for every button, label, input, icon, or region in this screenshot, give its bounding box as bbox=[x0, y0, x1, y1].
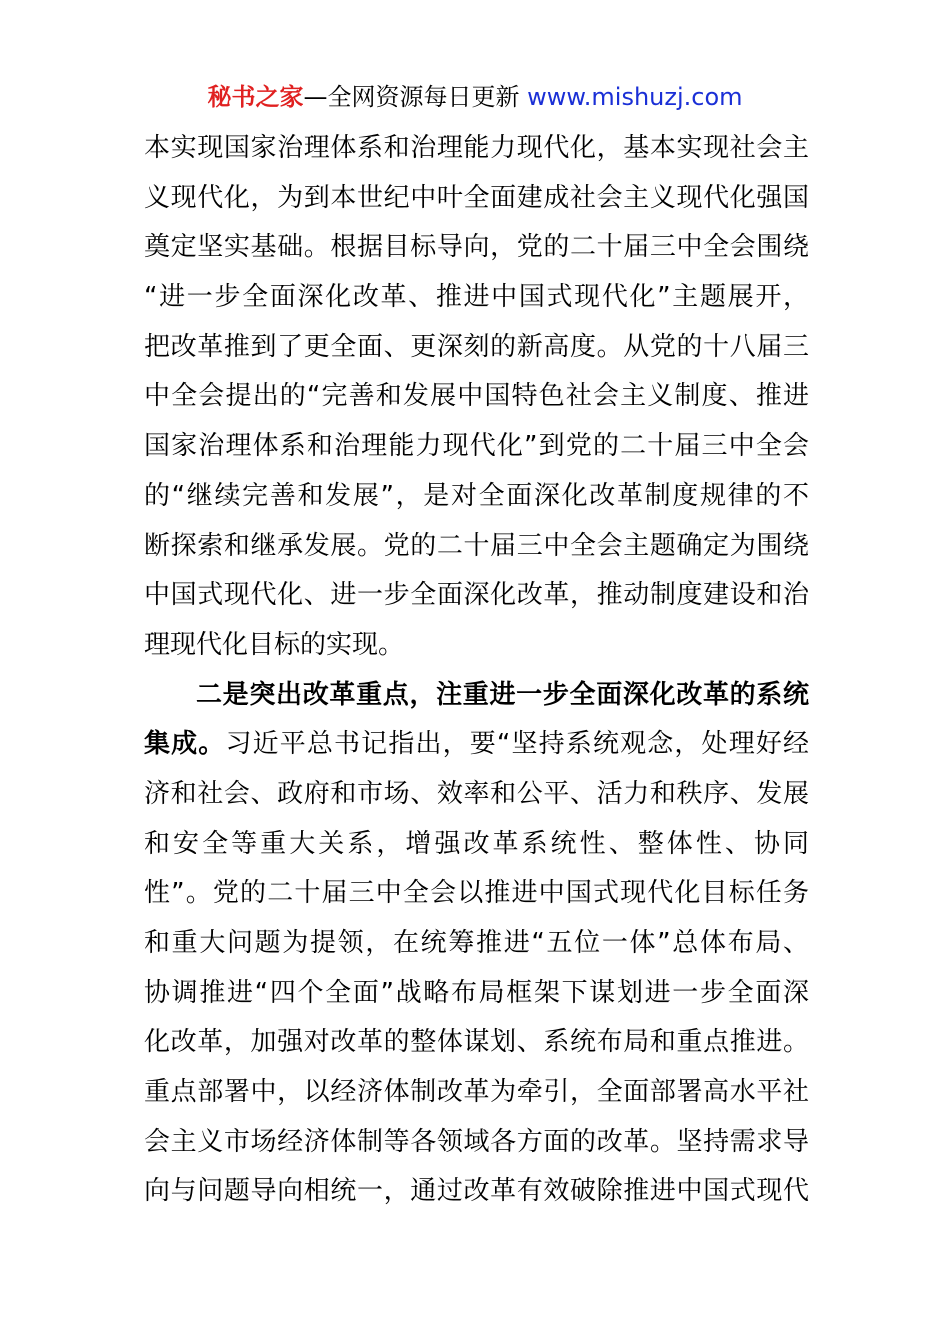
document-body bbox=[144, 124, 809, 1217]
section-heading-end: 集成。 bbox=[144, 729, 226, 760]
text-line: 国家治理体系和治理能力现代化”到党的二十届三中全会 bbox=[144, 431, 809, 462]
text-line: 的“继续完善和发展”，是对全面深化改革制度规律的不 bbox=[144, 480, 809, 511]
paragraph-1 bbox=[144, 124, 809, 671]
text-line: 奠定坚实基础。根据目标导向，党的二十届三中全会围绕 bbox=[144, 232, 809, 263]
text-line: “进一步全面深化改革、推进中国式现代化”主题展开， bbox=[144, 282, 809, 313]
site-url-link[interactable]: www.mishuzj.com bbox=[527, 83, 743, 111]
text-line: 协调推进“四个全面”战略布局框架下谋划进一步全面深 bbox=[144, 977, 809, 1008]
text-line: 和安全等重大关系，增强改革系统性、整体性、协同 bbox=[144, 828, 809, 859]
paragraph-2 bbox=[144, 671, 809, 1218]
section-heading: 二是突出改革重点，注重进一步全面深化改革的系统 bbox=[196, 679, 809, 710]
text-line bbox=[144, 720, 809, 770]
text-line: 性”。党的二十届三中全会以推进中国式现代化目标任务 bbox=[144, 878, 809, 909]
text-line: 化改革，加强对改革的整体谋划、系统布局和重点推进。 bbox=[144, 1027, 809, 1058]
text-line: 理现代化目标的实现。 bbox=[144, 629, 405, 660]
brand-name: 秘书之家 bbox=[207, 83, 304, 111]
text-line: 中国式现代化、进一步全面深化改革，推动制度建设和治 bbox=[144, 580, 809, 611]
text-line: 义现代化，为到本世纪中叶全面建成社会主义现代化强国 bbox=[144, 182, 809, 213]
text-line: 向与问题导向相统一，通过改革有效破除推进中国式现代 bbox=[144, 1176, 809, 1207]
quote-intro: 习近平总书记指出，要“坚持系统观念，处理好经 bbox=[225, 729, 809, 760]
text-line: 会主义市场经济体制等各领域各方面的改革。坚持需求导 bbox=[144, 1126, 809, 1157]
text-line: 把改革推到了更全面、更深刻的新高度。从党的十八届三 bbox=[144, 331, 809, 362]
text-line: 中全会提出的“完善和发展中国特色社会主义制度、推进 bbox=[144, 381, 809, 412]
header-tagline: —全网资源每日更新 bbox=[303, 83, 520, 111]
text-line: 断探索和继承发展。党的二十届三中全会主题确定为围绕 bbox=[144, 530, 809, 561]
text-line: 本实现国家治理体系和治理能力现代化，基本实现社会主 bbox=[144, 133, 809, 163]
text-line: 济和社会、政府和市场、效率和公平、活力和秩序、发展 bbox=[144, 778, 809, 809]
text-line: 和重大问题为提领，在统筹推进“五位一体”总体布局、 bbox=[144, 928, 809, 958]
text-line: 重点部署中，以经济体制改革为牵引，全面部署高水平社 bbox=[144, 1077, 809, 1108]
page-header bbox=[0, 80, 950, 114]
